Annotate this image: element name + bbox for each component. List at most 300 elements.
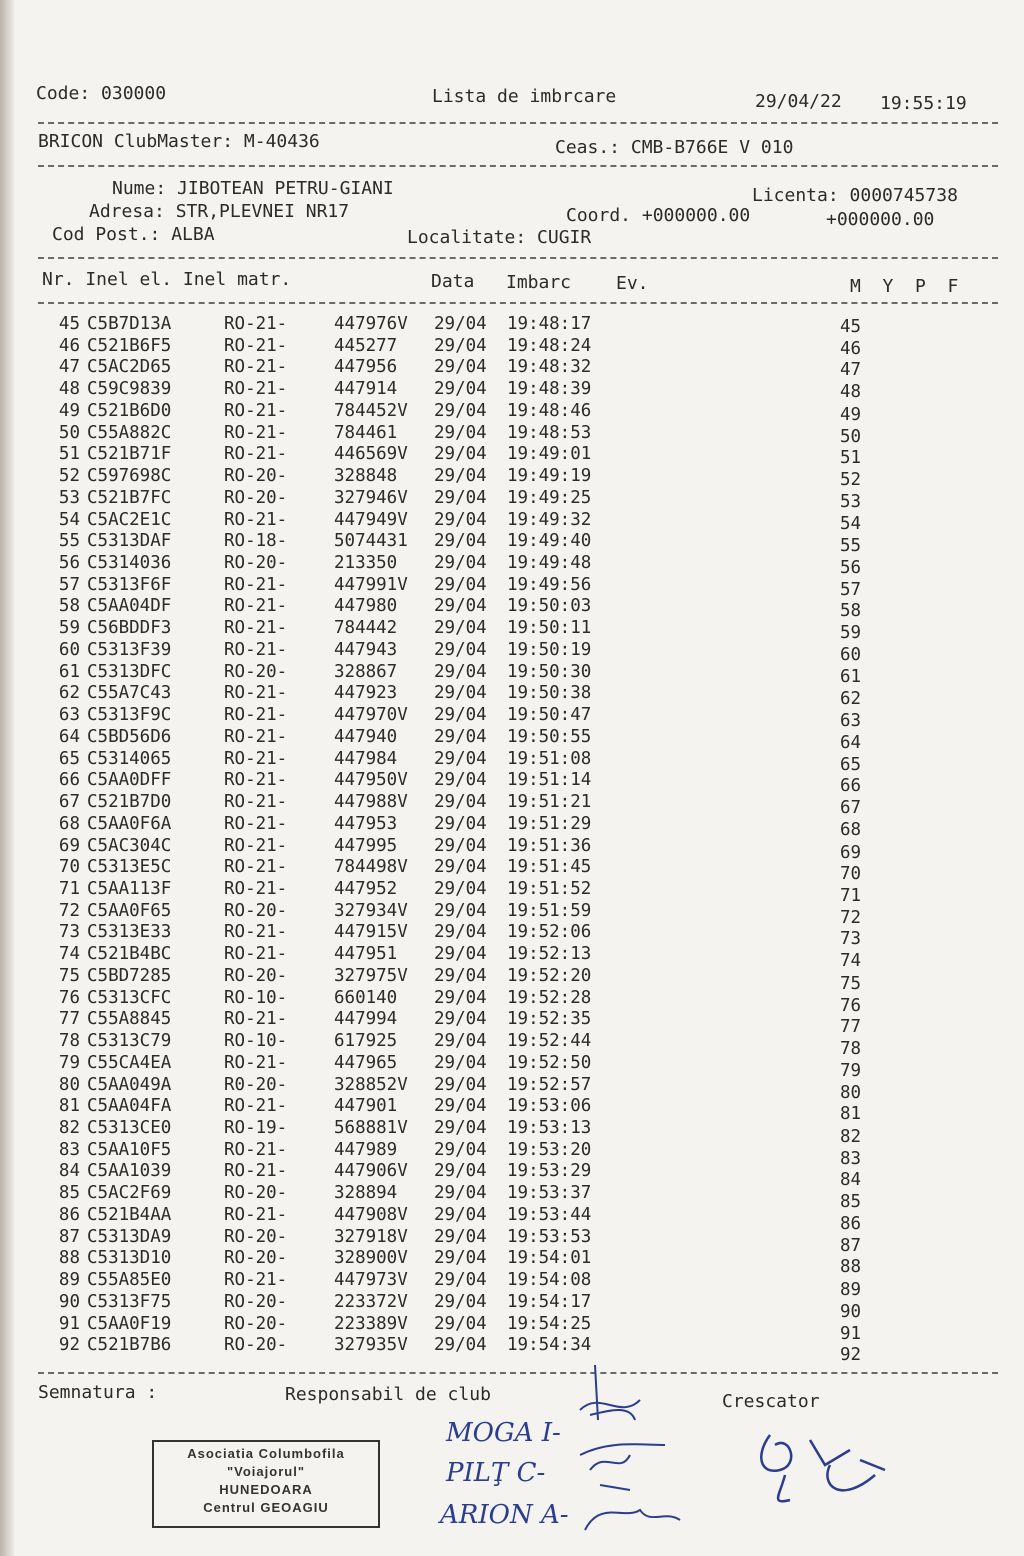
ring-prefix: RO-21- [224,422,288,443]
table-row [0,1118,1000,1147]
arrival-date: 29/04 [434,596,487,617]
ring-number: 447923 [334,683,398,704]
postal-code: Cod Post.: ALBA [52,224,215,245]
table-row [0,357,1000,379]
arrival-date: 29/04 [434,574,487,595]
ring-prefix: RO-20- [224,1248,288,1269]
ring-prefix: RO-21- [224,1161,288,1182]
row-number: 47 [58,357,80,378]
divider [38,165,998,167]
row-number: 76 [58,987,80,1008]
ring-prefix: RO-21- [224,748,288,769]
row-number: 79 [58,1052,80,1073]
locality: Localitate: CUGIR [407,227,592,248]
divider [38,1372,998,1374]
table-row [0,1291,1000,1322]
ring-prefix: RO-21- [224,618,288,639]
column-header-ev: Ev. [616,273,649,294]
ring-prefix: RO-21- [224,1052,288,1073]
arrival-time: 19:50:47 [507,705,592,726]
handwritten-name-3: ARION A- [440,1500,569,1530]
ring-prefix: RO-21- [224,400,288,421]
row-m-value: 60 [840,644,862,665]
arrival-time: 19:53:06 [507,1096,592,1117]
row-number: 48 [58,379,80,400]
table-row [0,1161,1000,1191]
row-m-value: 64 [840,732,862,753]
ring-number: 447980 [334,596,398,617]
divider [38,122,998,124]
row-number: 52 [58,466,80,487]
row-number: 82 [58,1118,80,1138]
ring-prefix: RO-20- [224,965,288,986]
code-label: Code: 030000 [36,83,167,104]
divider [38,257,998,259]
ring-number: 327975V [334,965,408,986]
ring-prefix: RO-21- [224,1139,288,1160]
owner-address: Adresa: STR,PLEVNEI NR17 [89,201,350,222]
electronic-ring: C5AA049A [87,1074,172,1095]
electronic-ring: C5AA0F65 [87,900,172,921]
row-m-value: 78 [840,1039,862,1060]
arrival-time: 19:50:30 [507,661,592,682]
ring-number: 447956 [334,357,398,378]
arrival-time: 19:49:01 [507,444,592,465]
electronic-ring: C5AA04FA [87,1096,172,1117]
row-number: 85 [58,1183,80,1204]
arrival-date: 29/04 [434,531,487,552]
arrival-time: 19:54:17 [507,1291,592,1312]
arrival-date: 29/04 [434,1009,487,1030]
row-number: 89 [58,1270,80,1291]
arrival-time: 19:49:25 [507,487,592,508]
table-row [0,401,1000,423]
ring-prefix: RO-18- [224,531,288,552]
ring-number: 327935V [334,1335,408,1356]
ring-number: 447973V [334,1270,408,1291]
arrival-date: 29/04 [434,1096,487,1117]
ring-number: 784442 [334,618,398,639]
table-row [0,813,1000,840]
electronic-ring: C5AA113F [87,878,172,899]
club-master: BRICON ClubMaster: M-40436 [38,131,320,152]
ring-prefix: RO-21- [224,683,288,704]
ring-number: 447950V [334,770,408,791]
arrival-date: 29/04 [434,357,487,378]
row-number: 53 [58,487,80,508]
table-row [0,965,1000,994]
table-row [0,596,1000,622]
electronic-ring: C5AA0DFF [87,770,172,791]
ring-prefix: RO-20- [224,661,288,682]
ring-prefix: RO-21- [224,770,288,791]
table-row [0,444,1000,469]
row-number: 51 [58,444,80,465]
electronic-ring: C521B6D0 [87,400,172,421]
row-number: 75 [58,965,80,986]
table-row [0,1270,1000,1301]
row-number: 84 [58,1161,80,1182]
ring-prefix: RO-10- [224,1031,288,1052]
ring-number: 447988V [334,792,408,813]
table-row [0,857,1000,885]
electronic-ring: C5314065 [87,748,172,769]
ring-prefix: RO-21- [224,705,288,726]
row-m-value: 61 [840,666,862,687]
arrival-date: 29/04 [434,1074,487,1095]
stamp-line: Centrul GEOAGIU [203,1500,329,1515]
arrival-time: 19:50:38 [507,683,592,704]
table-row [0,1248,1000,1278]
divider [38,302,998,304]
arrival-date: 29/04 [434,726,487,747]
table-row [0,683,1000,710]
ring-number: 660140 [334,987,398,1008]
arrival-date: 29/04 [434,618,487,639]
row-number: 66 [58,770,80,791]
arrival-time: 19:50:03 [507,596,592,617]
association-stamp [152,1440,380,1528]
electronic-ring: C5AA10F5 [87,1139,172,1160]
ring-number: 447901 [334,1096,398,1117]
ring-prefix: RO-20- [224,1335,288,1356]
ring-number: 447943 [334,639,398,660]
row-m-value: 92 [840,1345,862,1366]
ring-prefix: RO-21- [224,357,288,378]
ring-number: 447995 [334,835,398,856]
arrival-time: 19:52:57 [507,1074,592,1095]
ring-prefix: RO-21- [224,639,288,660]
ring-prefix: RO-20- [224,1183,288,1204]
ring-number: 213350 [334,553,398,574]
arrival-date: 29/04 [434,1183,487,1204]
arrival-date: 29/04 [434,639,487,660]
electronic-ring: C521B6F5 [87,335,172,356]
row-number: 86 [58,1204,80,1225]
arrival-date: 29/04 [434,813,487,834]
table-row [0,618,1000,644]
row-number: 78 [58,1031,80,1052]
ring-number: 784498V [334,857,408,878]
arrival-time: 19:51:14 [507,770,592,791]
arrival-date: 29/04 [434,661,487,682]
arrival-date: 29/04 [434,900,487,921]
table-row [0,488,1000,510]
row-number: 58 [58,596,80,617]
table-row [0,1335,1000,1366]
arrival-date: 29/04 [434,422,487,443]
arrival-time: 19:52:28 [507,987,592,1008]
row-number: 57 [58,574,80,595]
electronic-ring: C5313F39 [87,639,172,660]
arrival-time: 19:52:44 [507,1031,592,1052]
row-m-value: 54 [840,513,862,534]
arrival-date: 29/04 [434,835,487,856]
table-row [0,987,1000,1016]
column-header-data: Data [431,271,475,292]
ring-prefix: RO-20- [224,900,288,921]
ring-number: 328900V [334,1248,408,1269]
table-row [0,1052,1000,1081]
row-m-value: 84 [840,1170,862,1191]
arrival-time: 19:52:50 [507,1052,592,1073]
row-m-value: 55 [840,536,862,557]
licence-number: Licenta: 0000745738 [752,185,958,206]
electronic-ring: C5313E5C [87,857,172,878]
row-number: 71 [58,878,80,899]
row-number: 49 [58,400,80,421]
row-m-value: 87 [840,1235,862,1256]
electronic-ring: C5AC2D65 [87,357,172,378]
ring-number: 447915V [334,922,408,943]
ring-prefix: RO-21- [224,792,288,813]
table-row [0,878,1000,906]
arrival-time: 19:53:37 [507,1183,592,1204]
table-row [0,639,1000,665]
electronic-ring: C5314036 [87,553,172,574]
row-m-value: 76 [840,995,862,1016]
arrival-date: 29/04 [434,1270,487,1291]
ring-prefix: R0-20- [224,1074,288,1095]
electronic-ring: C5313DA9 [87,1226,172,1247]
ring-prefix: RO-21- [224,596,288,617]
arrival-date: 29/04 [434,314,487,334]
arrival-time: 19:48:39 [507,379,592,400]
electronic-ring: C59C9839 [87,379,172,400]
electronic-ring: C5AA1039 [87,1161,172,1182]
column-header-mypf: M Y P F [850,276,959,297]
ring-number: 447908V [334,1204,408,1225]
ring-prefix: RO-21- [224,1204,288,1225]
stamp-line: "Voiajorul" [227,1464,305,1479]
arrival-date: 29/04 [434,553,487,574]
ring-number: 447994 [334,1009,398,1030]
row-m-value: 81 [840,1104,862,1125]
row-number: 69 [58,835,80,856]
electronic-ring: C5AA0F6A [87,813,172,834]
arrival-time: 19:51:36 [507,835,592,856]
row-number: 70 [58,857,80,878]
arrival-time: 19:49:32 [507,509,592,530]
row-m-value: 73 [840,929,862,950]
ring-prefix: RO-21- [224,574,288,595]
electronic-ring: C5BD56D6 [87,726,172,747]
row-m-value: 71 [840,885,862,906]
row-m-value: 63 [840,711,862,732]
row-m-value: 72 [840,907,862,928]
ring-number: 5074431 [334,531,408,552]
ring-prefix: RO-21- [224,335,288,356]
arrival-time: 19:54:25 [507,1313,592,1334]
ring-number: 223372V [334,1291,408,1312]
ring-number: 447949V [334,509,408,530]
ring-number: 568881V [334,1118,408,1138]
arrival-time: 19:51:08 [507,748,592,769]
row-m-value: 47 [840,360,862,381]
column-header-left: Nr. Inel el. Inel matr. [42,269,292,290]
ring-number: 447984 [334,748,398,769]
arrival-time: 19:51:52 [507,878,592,899]
electronic-ring: C55A882C [87,422,172,443]
ring-prefix: RO-21- [224,726,288,747]
electronic-ring: C5B7D13A [87,314,172,334]
arrival-time: 19:50:11 [507,618,592,639]
row-number: 50 [58,422,80,443]
arrival-date: 29/04 [434,379,487,400]
electronic-ring: C5AC2F69 [87,1183,172,1204]
stamp-line: HUNEDOARA [219,1482,313,1497]
row-number: 60 [58,639,80,660]
handwritten-name-2: PILŢ C- [446,1458,546,1488]
arrival-time: 19:49:40 [507,531,592,552]
breeder-signature-icon [750,1415,900,1515]
electronic-ring: C55CA4EA [87,1052,172,1073]
row-m-value: 75 [840,973,862,994]
table-row [0,553,1000,579]
print-date: 29/04/22 [755,91,842,112]
row-number: 81 [58,1096,80,1117]
row-number: 61 [58,661,80,682]
electronic-ring: C521B4AA [87,1204,172,1225]
row-number: 59 [58,618,80,639]
electronic-ring: C55A7C43 [87,683,172,704]
arrival-time: 19:51:45 [507,857,592,878]
table-row [0,574,1000,600]
arrival-date: 29/04 [434,705,487,726]
clock-id: Ceas.: CMB-B766E V 010 [555,137,794,158]
arrival-time: 19:53:53 [507,1226,592,1247]
row-number: 63 [58,705,80,726]
ring-number: 328848 [334,466,398,487]
coordinates-lon: +000000.00 [826,209,935,230]
document-title: Lista de imbrcare [432,86,617,107]
electronic-ring: C5313F6F [87,574,172,595]
ring-prefix: RO-21- [224,835,288,856]
row-number: 64 [58,726,80,747]
table-row [0,900,1000,928]
arrival-time: 19:52:35 [507,1009,592,1030]
table-row [0,531,1000,557]
arrival-date: 29/04 [434,1161,487,1182]
table-row [0,510,1000,532]
arrival-date: 29/04 [434,944,487,965]
arrival-date: 29/04 [434,965,487,986]
row-number: 87 [58,1226,80,1247]
row-number: 65 [58,748,80,769]
ring-prefix: RO-10- [224,987,288,1008]
electronic-ring: C5BD7285 [87,965,172,986]
row-m-value: 69 [840,842,862,863]
ring-prefix: RO-21- [224,857,288,878]
row-m-value: 53 [840,491,862,512]
electronic-ring: C521B7B6 [87,1335,172,1356]
arrival-date: 29/04 [434,878,487,899]
ring-number: 447952 [334,878,398,899]
arrival-time: 19:51:59 [507,900,592,921]
row-m-value: 66 [840,776,862,797]
table-row [0,705,1000,732]
table-row [0,379,1000,401]
ring-prefix: RO-20- [224,1313,288,1334]
row-number: 46 [58,335,80,356]
row-number: 73 [58,922,80,943]
print-time: 19:55:19 [880,93,967,114]
electronic-ring: C521B7FC [87,487,172,508]
responsible-signatures-icon [570,1360,710,1550]
arrival-date: 29/04 [434,1052,487,1073]
row-number: 55 [58,531,80,552]
arrival-time: 19:51:21 [507,792,592,813]
electronic-ring: C5313D10 [87,1248,172,1269]
row-m-value: 74 [840,951,862,972]
row-number: 68 [58,813,80,834]
arrival-date: 29/04 [434,335,487,356]
ring-number: 447953 [334,813,398,834]
row-m-value: 65 [840,754,862,775]
row-number: 90 [58,1291,80,1312]
arrival-time: 19:49:56 [507,574,592,595]
row-m-value: 48 [840,382,862,403]
electronic-ring: C5313F9C [87,705,172,726]
ring-number: 446569V [334,444,408,465]
ring-prefix: RO-20- [224,1226,288,1247]
ring-number: 447965 [334,1052,398,1073]
ring-number: 445277 [334,335,398,356]
arrival-time: 19:48:46 [507,400,592,421]
arrival-date: 29/04 [434,1335,487,1356]
row-m-value: 56 [840,558,862,579]
arrival-date: 29/04 [434,770,487,791]
arrival-time: 19:53:29 [507,1161,592,1182]
ring-number: 447970V [334,705,408,726]
row-m-value: 46 [840,338,862,359]
arrival-time: 19:53:20 [507,1139,592,1160]
arrival-time: 19:52:13 [507,944,592,965]
row-m-value: 50 [840,426,862,447]
arrival-date: 29/04 [434,922,487,943]
ring-number: 447976V [334,314,408,334]
row-m-value: 88 [840,1257,862,1278]
row-number: 62 [58,683,80,704]
table-row [0,423,1000,445]
table-row [0,770,1000,797]
table-row [0,1009,1000,1038]
ring-number: 447940 [334,726,398,747]
ring-prefix: RO-20- [224,553,288,574]
arrival-time: 19:52:06 [507,922,592,943]
ring-number: 328852V [334,1074,408,1095]
arrival-time: 19:48:32 [507,357,592,378]
electronic-ring: C5313CE0 [87,1118,172,1138]
ring-prefix: RO-21- [224,944,288,965]
row-m-value: 49 [840,404,862,425]
arrival-date: 29/04 [434,857,487,878]
breeder-label: Crescator [722,1391,820,1412]
arrival-time: 19:52:20 [507,965,592,986]
row-m-value: 80 [840,1082,862,1103]
ring-prefix: RO-21- [224,922,288,943]
table-row [0,835,1000,863]
row-m-value: 83 [840,1148,862,1169]
table-row [0,1313,1000,1344]
arrival-time: 19:50:19 [507,639,592,660]
ring-number: 617925 [334,1031,398,1052]
electronic-ring: C56BDDF3 [87,618,172,639]
row-m-value: 70 [840,864,862,885]
row-number: 88 [58,1248,80,1269]
arrival-date: 29/04 [434,509,487,530]
electronic-ring: C521B7D0 [87,792,172,813]
